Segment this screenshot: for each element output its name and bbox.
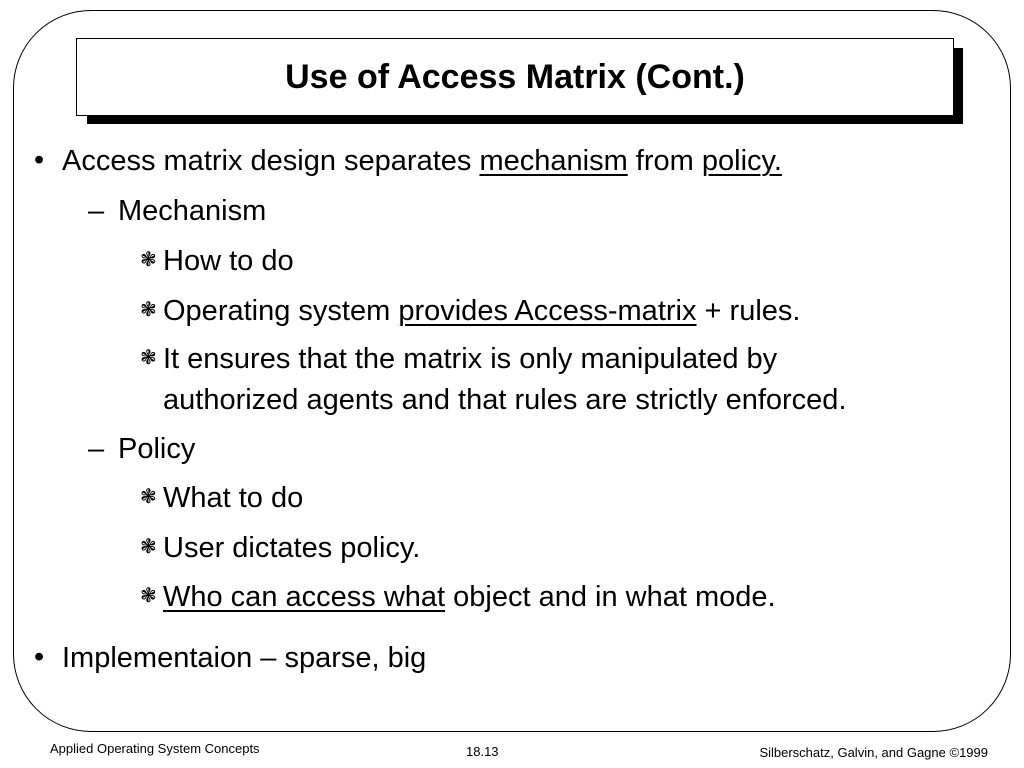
policy-heading: Policy <box>118 433 196 465</box>
slide-title: Use of Access Matrix (Cont.) <box>285 57 745 96</box>
policy-term: policy. <box>701 145 782 177</box>
bullet-access-matrix <box>62 147 782 176</box>
mechanism-item-ensures-line2: authorized agents and that rules are strictly enforced. <box>163 384 847 416</box>
footer-page-number: 18.13 <box>466 744 499 759</box>
dash-marker: – <box>88 195 105 227</box>
dash-marker: – <box>88 433 105 465</box>
title-box <box>76 38 954 116</box>
item-text: object and in what mode. <box>445 581 776 613</box>
bullet-text: from <box>627 145 702 177</box>
policy-item-who <box>163 583 776 612</box>
footer-right: Silberschatz, Galvin, and Gagne ©1999 <box>759 745 988 760</box>
item-text: Operating system <box>163 295 399 327</box>
mechanism-term: mechanism <box>479 145 628 177</box>
snowflake-icon: ❃ <box>140 299 157 321</box>
snowflake-icon: ❃ <box>140 249 157 271</box>
who-can-access-what-term: Who can access what <box>163 581 446 613</box>
bullet-marker: • <box>34 144 45 176</box>
snowflake-icon: ❃ <box>140 536 157 558</box>
bullet-marker: • <box>34 641 45 673</box>
footer-left: Applied Operating System Concepts <box>50 741 260 756</box>
mechanism-item-os <box>163 297 800 326</box>
policy-item-user: User dictates policy. <box>163 532 421 564</box>
snowflake-icon: ❃ <box>140 347 157 369</box>
bullet-implementation: Implementaion – sparse, big <box>62 642 427 674</box>
mechanism-item-how: How to do <box>163 245 294 277</box>
provides-access-matrix-term: provides Access-matrix <box>398 295 697 327</box>
bullet-text: Access matrix design separates <box>62 145 480 177</box>
item-text: + rules. <box>696 295 801 327</box>
snowflake-icon: ❃ <box>140 585 157 607</box>
snowflake-icon: ❃ <box>140 486 157 508</box>
mechanism-item-ensures-line1: It ensures that the matrix is only manipulated by <box>163 343 778 375</box>
mechanism-heading: Mechanism <box>118 195 267 227</box>
policy-item-what: What to do <box>163 482 304 514</box>
